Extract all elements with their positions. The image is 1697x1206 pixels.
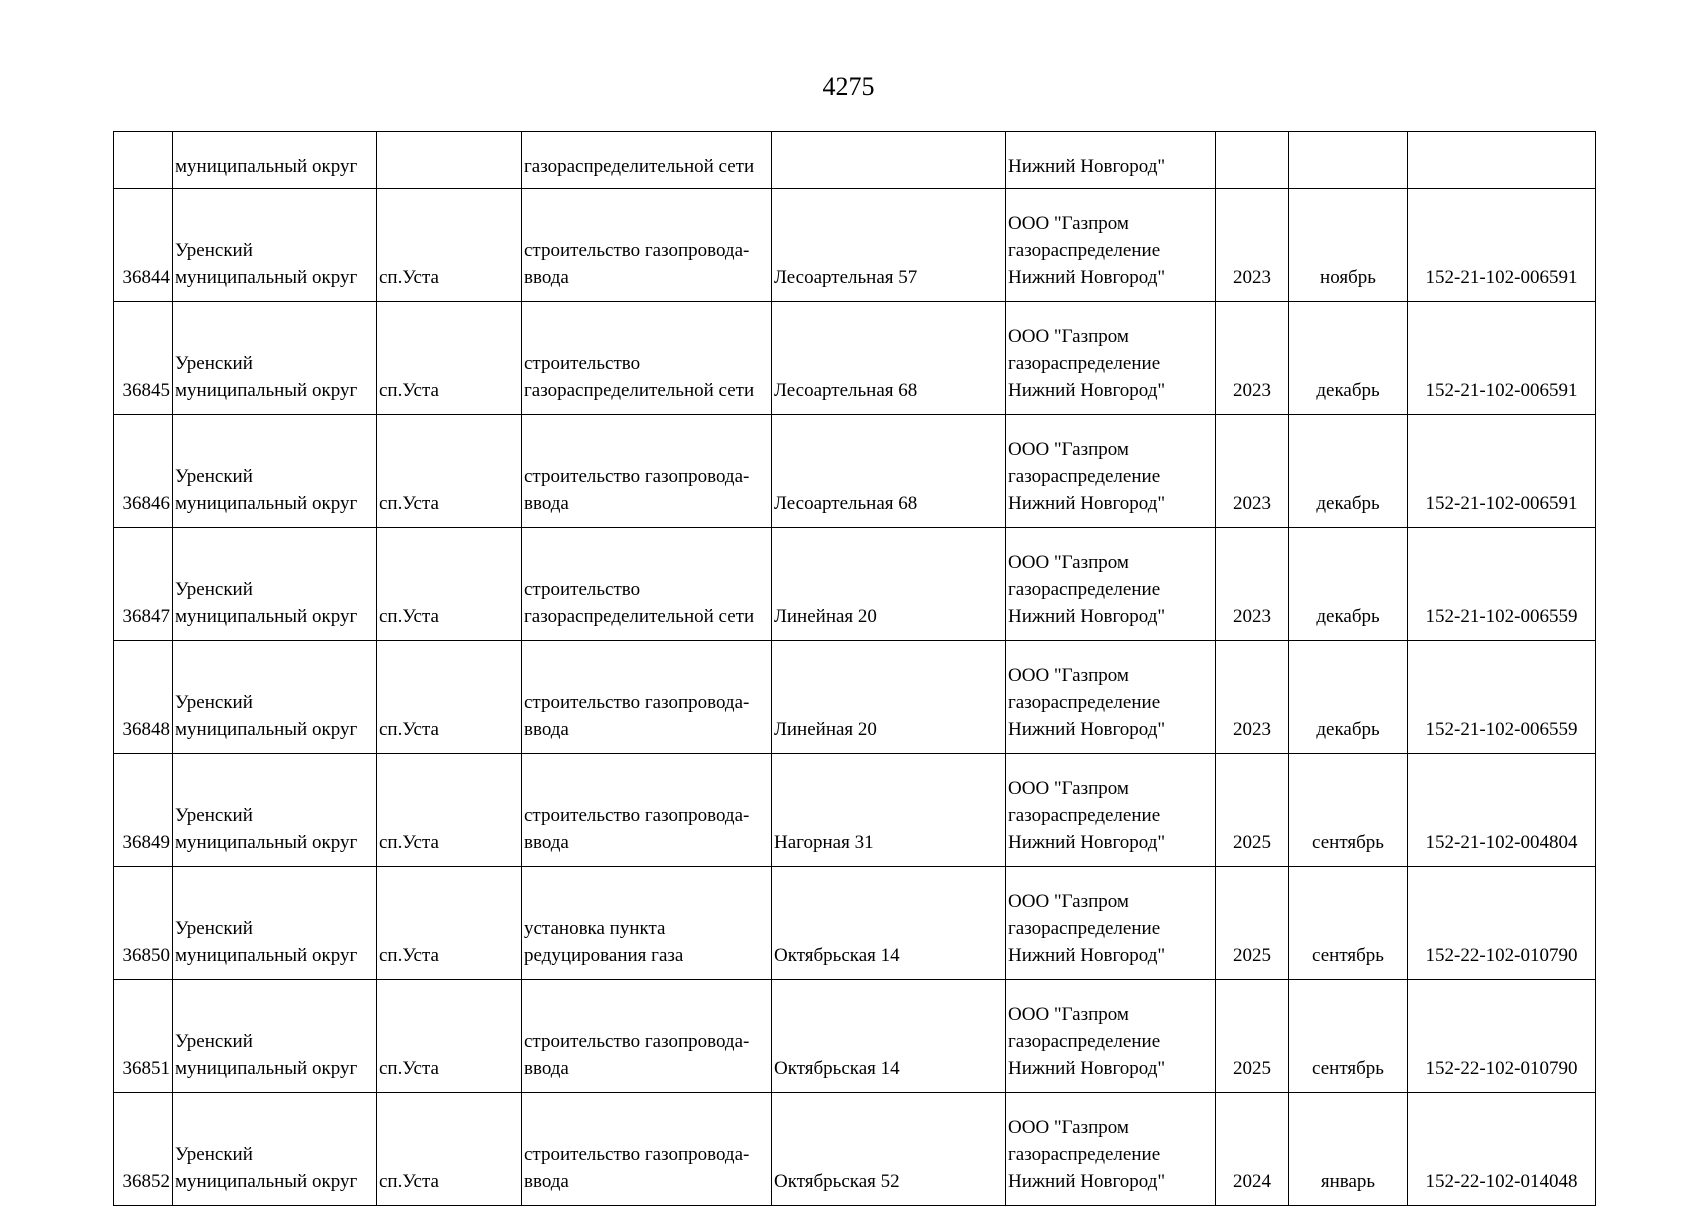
cell-code: 152-22-102-010790 xyxy=(1408,867,1596,980)
cell-year: 2023 xyxy=(1216,641,1289,754)
cell-work-type: строительство газораспределительной сети xyxy=(522,302,772,415)
cell-settlement: сп.Уста xyxy=(377,302,522,415)
table-body xyxy=(114,132,1596,1206)
cell-number: 36847 xyxy=(114,528,173,641)
cell-year: 2023 xyxy=(1216,302,1289,415)
cell-year xyxy=(1216,132,1289,189)
cell-district: Уренский муниципальный округ xyxy=(173,1093,377,1206)
page-number: 4275 xyxy=(822,72,875,101)
cell-code: 152-21-102-006559 xyxy=(1408,528,1596,641)
cell-address: Октябрьская 14 xyxy=(772,980,1006,1093)
cell-year: 2024 xyxy=(1216,1093,1289,1206)
cell-district: Уренский муниципальный округ xyxy=(173,641,377,754)
cell-work-type: строительство газопровода- ввода xyxy=(522,641,772,754)
cell-month: ноябрь xyxy=(1289,189,1408,302)
cell-number: 36849 xyxy=(114,754,173,867)
cell-year: 2025 xyxy=(1216,754,1289,867)
cell-number: 36852 xyxy=(114,1093,173,1206)
cell-address: Линейная 20 xyxy=(772,641,1006,754)
cell-settlement xyxy=(377,132,522,189)
cell-work-type: газораспределительной сети xyxy=(522,132,772,189)
cell-organization: ООО "Газпром газораспределение Нижний Новгород" xyxy=(1006,1093,1216,1206)
cell-year: 2023 xyxy=(1216,528,1289,641)
cell-organization: ООО "Газпром газораспределение Нижний Новгород" xyxy=(1006,867,1216,980)
cell-month: декабрь xyxy=(1289,415,1408,528)
cell-address: Лесоартельная 68 xyxy=(772,415,1006,528)
cell-settlement: сп.Уста xyxy=(377,1093,522,1206)
cell-month: сентябрь xyxy=(1289,980,1408,1093)
cell-code: 152-22-102-014048 xyxy=(1408,1093,1596,1206)
cell-work-type: строительство газопровода- ввода xyxy=(522,754,772,867)
cell-district: Уренский муниципальный округ xyxy=(173,754,377,867)
table-row xyxy=(114,1093,1596,1206)
table-row xyxy=(114,980,1596,1093)
cell-month: декабрь xyxy=(1289,641,1408,754)
cell-year: 2025 xyxy=(1216,980,1289,1093)
cell-code: 152-21-102-006591 xyxy=(1408,302,1596,415)
cell-number: 36846 xyxy=(114,415,173,528)
cell-number: 36848 xyxy=(114,641,173,754)
cell-address xyxy=(772,132,1006,189)
cell-number: 36844 xyxy=(114,189,173,302)
cell-organization: Нижний Новгород" xyxy=(1006,132,1216,189)
cell-settlement: сп.Уста xyxy=(377,754,522,867)
cell-code xyxy=(1408,132,1596,189)
cell-address: Лесоартельная 57 xyxy=(772,189,1006,302)
cell-year: 2023 xyxy=(1216,415,1289,528)
cell-settlement: сп.Уста xyxy=(377,528,522,641)
cell-month xyxy=(1289,132,1408,189)
cell-address: Лесоартельная 68 xyxy=(772,302,1006,415)
cell-organization: ООО "Газпром газораспределение Нижний Новгород" xyxy=(1006,189,1216,302)
cell-district: Уренский муниципальный округ xyxy=(173,528,377,641)
cell-district: Уренский муниципальный округ xyxy=(173,867,377,980)
table-row xyxy=(114,867,1596,980)
cell-organization: ООО "Газпром газораспределение Нижний Новгород" xyxy=(1006,641,1216,754)
cell-address: Октябрьская 14 xyxy=(772,867,1006,980)
cell-month: январь xyxy=(1289,1093,1408,1206)
cell-district: Уренский муниципальный округ xyxy=(173,189,377,302)
cell-organization: ООО "Газпром газораспределение Нижний Новгород" xyxy=(1006,980,1216,1093)
registry-table xyxy=(113,131,1596,1206)
cell-number: 36845 xyxy=(114,302,173,415)
table-row xyxy=(114,528,1596,641)
cell-work-type: строительство газопровода- ввода xyxy=(522,415,772,528)
cell-work-type: строительство газопровода- ввода xyxy=(522,1093,772,1206)
cell-organization: ООО "Газпром газораспределение Нижний Новгород" xyxy=(1006,754,1216,867)
cell-code: 152-21-102-006591 xyxy=(1408,189,1596,302)
cell-organization: ООО "Газпром газораспределение Нижний Новгород" xyxy=(1006,528,1216,641)
cell-number: 36851 xyxy=(114,980,173,1093)
cell-code: 152-21-102-004804 xyxy=(1408,754,1596,867)
table-row-continued xyxy=(114,132,1596,189)
cell-month: сентябрь xyxy=(1289,867,1408,980)
table-row xyxy=(114,189,1596,302)
cell-settlement: сп.Уста xyxy=(377,415,522,528)
cell-number xyxy=(114,132,173,189)
cell-district: Уренский муниципальный округ xyxy=(173,415,377,528)
cell-month: декабрь xyxy=(1289,528,1408,641)
cell-year: 2023 xyxy=(1216,189,1289,302)
cell-work-type: строительство газопровода- ввода xyxy=(522,189,772,302)
cell-code: 152-21-102-006591 xyxy=(1408,415,1596,528)
cell-code: 152-22-102-010790 xyxy=(1408,980,1596,1093)
cell-number: 36850 xyxy=(114,867,173,980)
cell-settlement: сп.Уста xyxy=(377,867,522,980)
cell-address: Линейная 20 xyxy=(772,528,1006,641)
cell-code: 152-21-102-006559 xyxy=(1408,641,1596,754)
cell-district: муниципальный округ xyxy=(173,132,377,189)
cell-work-type: строительство газораспределительной сети xyxy=(522,528,772,641)
cell-address: Октябрьская 52 xyxy=(772,1093,1006,1206)
cell-month: сентябрь xyxy=(1289,754,1408,867)
cell-settlement: сп.Уста xyxy=(377,189,522,302)
cell-month: декабрь xyxy=(1289,302,1408,415)
cell-district: Уренский муниципальный округ xyxy=(173,980,377,1093)
cell-organization: ООО "Газпром газораспределение Нижний Новгород" xyxy=(1006,302,1216,415)
cell-settlement: сп.Уста xyxy=(377,641,522,754)
cell-address: Нагорная 31 xyxy=(772,754,1006,867)
table-row xyxy=(114,415,1596,528)
table-row xyxy=(114,641,1596,754)
table-row xyxy=(114,302,1596,415)
cell-year: 2025 xyxy=(1216,867,1289,980)
cell-work-type: строительство газопровода- ввода xyxy=(522,980,772,1093)
cell-district: Уренский муниципальный округ xyxy=(173,302,377,415)
table-row xyxy=(114,754,1596,867)
cell-organization: ООО "Газпром газораспределение Нижний Новгород" xyxy=(1006,415,1216,528)
cell-work-type: установка пункта редуцирования газа xyxy=(522,867,772,980)
cell-settlement: сп.Уста xyxy=(377,980,522,1093)
